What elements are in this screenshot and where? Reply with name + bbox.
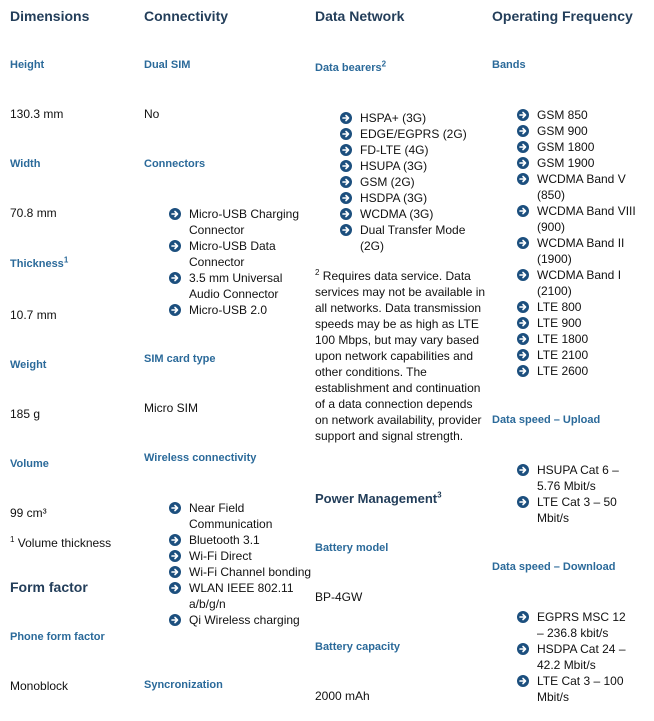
arrow-bullet-icon xyxy=(340,128,352,140)
list-item-text: LTE 1800 xyxy=(537,332,589,346)
arrow-bullet-icon xyxy=(517,496,529,508)
thickness-label-text: Thickness xyxy=(10,258,64,270)
list-item xyxy=(517,331,642,347)
list-item-text: GSM 1900 xyxy=(537,156,595,170)
dual-sim-value: No xyxy=(144,107,160,121)
list-item xyxy=(517,171,642,203)
thickness-label xyxy=(10,255,69,270)
list-item xyxy=(340,126,490,142)
arrow-bullet-icon xyxy=(169,550,181,562)
arrow-bullet-icon xyxy=(340,208,352,220)
volume-footnote xyxy=(10,536,111,550)
list-item-text: WCDMA Band I (2100) xyxy=(537,268,622,298)
data-bearers-label-text: Data bearers xyxy=(315,62,382,74)
list-item-text: GSM 1800 xyxy=(537,140,595,154)
weight-label: Weight xyxy=(10,359,47,371)
list-item xyxy=(340,142,490,158)
list-item-text: Bluetooth 3.1 xyxy=(189,533,260,547)
arrow-bullet-icon xyxy=(517,365,529,377)
battery-capacity-value: 2000 mAh xyxy=(315,689,370,703)
power-management-heading xyxy=(315,491,442,506)
list-item xyxy=(169,532,314,548)
arrow-bullet-icon xyxy=(517,611,529,623)
arrow-bullet-icon xyxy=(169,614,181,626)
list-item xyxy=(517,363,642,379)
volume-value: 99 cm³ xyxy=(10,506,47,520)
data-bearers-footnote-mark: 2 xyxy=(381,59,387,69)
list-item xyxy=(517,609,627,641)
list-item xyxy=(340,174,490,190)
arrow-bullet-icon xyxy=(169,566,181,578)
arrow-bullet-icon xyxy=(517,317,529,329)
list-item-text: HSPA+ (3G) xyxy=(360,111,427,125)
synchronization-label: Syncronization xyxy=(144,679,223,691)
sim-card-type-value: Micro SIM xyxy=(144,401,198,415)
volume-footnote-text: Volume thickness xyxy=(14,536,112,550)
data-bearers-list xyxy=(340,110,490,254)
list-item xyxy=(340,206,490,222)
list-item xyxy=(517,139,642,155)
arrow-bullet-icon xyxy=(517,109,529,121)
list-item xyxy=(340,222,490,254)
list-item xyxy=(169,548,314,564)
arrow-bullet-icon xyxy=(517,643,529,655)
list-item xyxy=(517,673,627,705)
height-value: 130.3 mm xyxy=(10,107,64,121)
arrow-bullet-icon xyxy=(169,208,181,220)
arrow-bullet-icon xyxy=(340,112,352,124)
arrow-bullet-icon xyxy=(169,502,181,514)
data-network-heading: Data Network xyxy=(315,8,405,24)
arrow-bullet-icon xyxy=(169,272,181,284)
arrow-bullet-icon xyxy=(517,157,529,169)
list-item-text: WCDMA Band VIII (900) xyxy=(537,204,636,234)
list-item xyxy=(340,190,490,206)
upload-speed-list xyxy=(517,462,642,526)
list-item xyxy=(517,299,642,315)
list-item xyxy=(517,315,642,331)
list-item xyxy=(169,206,314,238)
wireless-connectivity-label: Wireless connectivity xyxy=(144,452,257,464)
list-item-text: WCDMA Band V (850) xyxy=(537,172,626,202)
phone-form-factor-value: Monoblock xyxy=(10,679,69,693)
battery-model-value: BP-4GW xyxy=(315,590,363,604)
arrow-bullet-icon xyxy=(340,144,352,156)
arrow-bullet-icon xyxy=(340,224,352,236)
list-item-text: EDGE/EGPRS (2G) xyxy=(360,127,467,141)
list-item-text: HSUPA (3G) xyxy=(360,159,428,173)
list-item-text: LTE 2600 xyxy=(537,364,589,378)
list-item xyxy=(169,238,314,270)
list-item xyxy=(517,267,642,299)
list-item xyxy=(517,494,642,526)
list-item-text: LTE Cat 3 – 50 Mbit/s xyxy=(537,495,617,525)
connectors-label: Connectors xyxy=(144,158,206,170)
data-service-footnote-mark: 2 xyxy=(315,268,320,277)
list-item-text: WLAN IEEE 802.11 a/b/g/n xyxy=(189,581,294,611)
list-item xyxy=(517,462,642,494)
width-label: Width xyxy=(10,158,41,170)
upload-speed-label: Data speed – Upload xyxy=(492,414,601,426)
arrow-bullet-icon xyxy=(517,349,529,361)
width-value: 70.8 mm xyxy=(10,206,57,220)
arrow-bullet-icon xyxy=(517,464,529,476)
height-label: Height xyxy=(10,59,45,71)
list-item xyxy=(169,500,314,532)
list-item xyxy=(340,158,490,174)
list-item xyxy=(169,580,314,612)
dimensions-heading: Dimensions xyxy=(10,8,90,24)
arrow-bullet-icon xyxy=(169,304,181,316)
list-item xyxy=(517,155,642,171)
list-item-text: Micro-USB 2.0 xyxy=(189,303,268,317)
list-item xyxy=(517,123,642,139)
form-factor-heading: Form factor xyxy=(10,579,88,595)
list-item-text: FD-LTE (4G) xyxy=(360,143,429,157)
list-item-text: EGPRS MSC 12 – 236.8 kbit/s xyxy=(537,610,626,640)
list-item xyxy=(517,203,642,235)
arrow-bullet-icon xyxy=(517,333,529,345)
thickness-footnote-mark: 1 xyxy=(63,255,69,265)
list-item xyxy=(169,612,314,628)
list-item-text: GSM (2G) xyxy=(360,175,415,189)
download-speed-list xyxy=(517,609,627,705)
arrow-bullet-icon xyxy=(340,192,352,204)
list-item-text: LTE Cat 3 – 100 Mbit/s xyxy=(537,674,624,704)
list-item xyxy=(517,235,642,267)
phone-form-factor-label: Phone form factor xyxy=(10,631,105,643)
arrow-bullet-icon xyxy=(517,173,529,185)
arrow-bullet-icon xyxy=(169,240,181,252)
list-item-text: HSDPA (3G) xyxy=(360,191,428,205)
data-service-footnote-text: Requires data service. Data services may not be available in all networks. Data transmission speeds may be as high as LTE 100 Mbps, but may vary based upon network capabilities and other conditions. The establishment and continuation of a data connection depends on network availability, provider support and signal strength. xyxy=(315,269,486,443)
volume-footnote-mark: 1 xyxy=(10,535,15,544)
arrow-bullet-icon xyxy=(517,269,529,281)
weight-value: 185 g xyxy=(10,407,41,421)
arrow-bullet-icon xyxy=(340,176,352,188)
list-item-text: GSM 850 xyxy=(537,108,588,122)
arrow-bullet-icon xyxy=(517,675,529,687)
arrow-bullet-icon xyxy=(517,125,529,137)
list-item-text: Micro-USB Charging Connector xyxy=(189,207,300,237)
list-item-text: Wi-Fi Channel bonding xyxy=(189,565,312,579)
list-item xyxy=(517,107,642,123)
list-item-text: LTE 800 xyxy=(537,300,582,314)
list-item-text: HSUPA Cat 6 – 5.76 Mbit/s xyxy=(537,463,619,493)
arrow-bullet-icon xyxy=(517,301,529,313)
list-item-text: WCDMA Band II (1900) xyxy=(537,236,625,266)
list-item-text: Qi Wireless charging xyxy=(189,613,300,627)
download-speed-label: Data speed – Download xyxy=(492,561,616,573)
battery-capacity-label: Battery capacity xyxy=(315,641,400,653)
bands-label: Bands xyxy=(492,59,526,71)
arrow-bullet-icon xyxy=(340,160,352,172)
battery-model-label: Battery model xyxy=(315,542,389,554)
list-item-text: WCDMA (3G) xyxy=(360,207,434,221)
list-item-text: HSDPA Cat 24 – 42.2 Mbit/s xyxy=(537,642,626,672)
sim-card-type-label: SIM card type xyxy=(144,353,216,365)
list-item xyxy=(169,564,314,580)
list-item xyxy=(169,302,314,318)
list-item-text: GSM 900 xyxy=(537,124,588,138)
list-item-text: LTE 2100 xyxy=(537,348,589,362)
list-item xyxy=(517,347,642,363)
list-item-text: Dual Transfer Mode (2G) xyxy=(360,223,466,253)
power-management-footnote-mark: 3 xyxy=(437,490,442,500)
list-item-text: 3.5 mm Universal Audio Connector xyxy=(189,271,283,301)
list-item-text: Micro-USB Data Connector xyxy=(189,239,276,269)
list-item-text: LTE 900 xyxy=(537,316,582,330)
bands-list xyxy=(517,107,642,379)
data-bearers-label xyxy=(315,59,387,74)
list-item-text: Near Field Communication xyxy=(189,501,273,531)
arrow-bullet-icon xyxy=(169,534,181,546)
thickness-value: 10.7 mm xyxy=(10,308,57,322)
dual-sim-label: Dual SIM xyxy=(144,59,191,71)
list-item-text: Wi-Fi Direct xyxy=(189,549,252,563)
list-item xyxy=(169,270,314,302)
list-item xyxy=(340,110,490,126)
wireless-list xyxy=(169,500,314,628)
operating-frequency-heading: Operating Frequency xyxy=(492,8,633,24)
arrow-bullet-icon xyxy=(517,141,529,153)
list-item xyxy=(517,641,627,673)
connectivity-heading: Connectivity xyxy=(144,8,229,24)
volume-label: Volume xyxy=(10,458,49,470)
data-service-footnote xyxy=(315,268,487,444)
arrow-bullet-icon xyxy=(517,205,529,217)
arrow-bullet-icon xyxy=(517,237,529,249)
power-management-title: Power Management xyxy=(315,491,438,506)
arrow-bullet-icon xyxy=(169,582,181,594)
connectors-list xyxy=(169,206,314,318)
